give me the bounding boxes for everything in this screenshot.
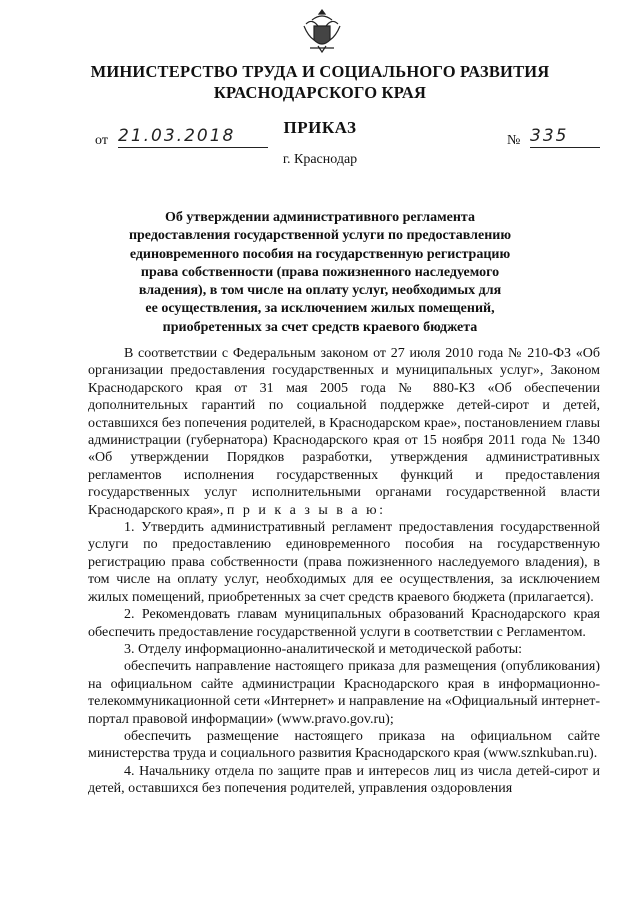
document-body bbox=[88, 345, 600, 798]
handwritten-number: 335 bbox=[530, 126, 600, 148]
item-3-paragraph: 3. Отделу информационно-аналитической и методической работы: bbox=[124, 641, 523, 657]
preamble-paragraph bbox=[88, 345, 600, 519]
date-prefix: от bbox=[95, 133, 108, 148]
number-prefix: № bbox=[507, 133, 521, 148]
item-2-paragraph: 2. Рекомендовать главам муниципальных образований Краснодарского края обеспечить предоставление государственной услуги в соответствии с Регламентом. bbox=[88, 607, 600, 640]
item-1-paragraph: 1. Утвердить административный регламент предоставления государственной услуги по предоставлению единовременного пособия на государственную регистрацию права собственности (права пожизненного наследуемого владения), в том числе на оплату услуг, необходимых для ее осуществления, за исключением жилых помещений, приобретенных за счет средств краевого бюджета (прилагается). bbox=[88, 520, 600, 605]
document-type-title: ПРИКАЗ bbox=[283, 118, 357, 137]
ministry-name-line1: МИНИСТЕРСТВО ТРУДА И СОЦИАЛЬНОГО РАЗВИТИЯ bbox=[90, 62, 550, 81]
handwritten-date: 21.03.2018 bbox=[118, 126, 268, 148]
subject-line: владения), в том числе на оплату услуг, необходимых для bbox=[138, 283, 502, 299]
subject-line: права собственности (права пожизненного наследуемого bbox=[140, 264, 500, 280]
ministry-name-line2: КРАСНОДАРСКОГО КРАЯ bbox=[213, 83, 427, 102]
subject-line: единовременного пособия на государственную регистрацию bbox=[129, 246, 511, 262]
subject-line: приобретенных за счет средств краевого бюджета bbox=[162, 319, 478, 335]
document-subject bbox=[90, 209, 550, 337]
order-word: п р и к а з ы в а ю: bbox=[226, 502, 386, 518]
item-3a-paragraph: обеспечить направление настоящего приказа для размещения (опубликования) на официальном сайте администрации Краснодарского края в информационно-телекоммуникационной сети «Интернет» и направление на «Официальный интернет-портал правовой информации» (www.pravo.gov.ru); bbox=[88, 659, 600, 727]
subject-line: предоставления государственной услуги по предоставлению bbox=[128, 228, 512, 244]
preamble-text: В соответствии с Федеральным законом от 27 июля 2010 года № 210-ФЗ «Об организации предоставления государственных и муниципальных услуг», Законом Краснодарского края от 31 мая 2005 года № 880-КЗ «Об обеспечении дополнительных гарантий по социальной поддержке детей-сирот и детей, оставшихся без попечения родителей, в Краснодарском крае», постановлением главы администрации (губернатора) Краснодарского края от 15 ноября 2011 года № 1340 «Об утверждении Порядков разработки, утверждения административных регламентов исполнения государственных функций и предоставления государственных услуг исполнительными органами государственной власти Краснодарского края», bbox=[88, 346, 600, 518]
city-name: г. Краснодар bbox=[282, 152, 358, 167]
item-3b-paragraph: обеспечить размещение настоящего приказа на официальном сайте министерства труда и социального развития Краснодарского края (www.sznkuban.ru). bbox=[88, 728, 600, 762]
item-4-paragraph: 4. Начальнику отдела по защите прав и интересов лиц из числа детей-сирот и детей, оставшихся без попечения родителей, управления оздоровления bbox=[88, 763, 600, 797]
coat-of-arms-emblem bbox=[300, 6, 344, 56]
subject-line: Об утверждении административного регламента bbox=[165, 210, 475, 225]
subject-line: ее осуществления, за исключением жилых помещений, bbox=[145, 301, 495, 317]
